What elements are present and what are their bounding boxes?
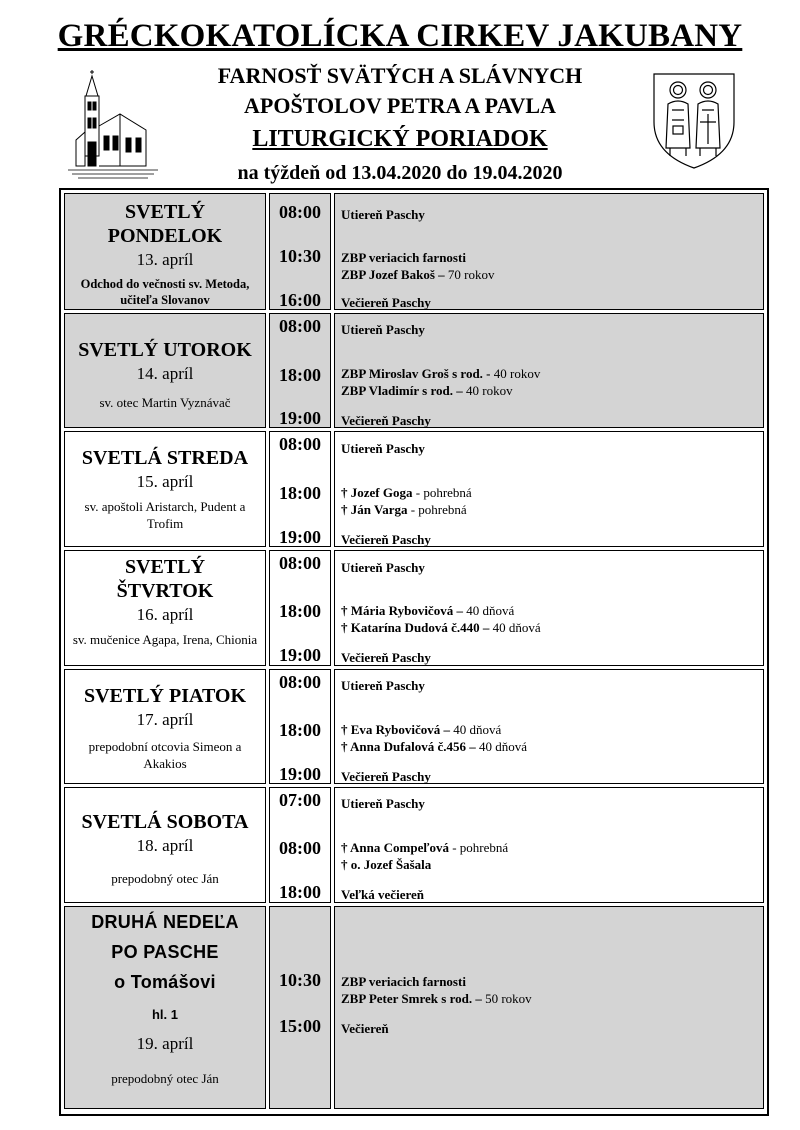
day-info	[64, 193, 266, 310]
service-item: Večiereň Paschy	[341, 413, 431, 428]
service-item: ZBP Miroslav Groš s rod. - 40 rokov	[341, 366, 541, 381]
day-row-wednesday	[64, 431, 764, 547]
day-name: SVETLÝ ŠTVRTOK	[116, 556, 214, 602]
service-item: Utiereň Paschy	[341, 678, 425, 693]
day-date: 17. apríl	[136, 710, 194, 729]
day-info	[64, 906, 266, 1109]
service-item: Večiereň Paschy	[341, 650, 431, 665]
day-feast: prepodobný otec Ján	[111, 871, 219, 886]
day-row-monday	[64, 193, 764, 310]
page-title: GRÉCKOKATOLÍCKA CIRKEV JAKUBANY	[57, 18, 743, 54]
service-item: † Mária Rybovičová – 40 dňová	[341, 603, 515, 618]
service-time: 19:00	[279, 764, 321, 784]
day-name-line: o Tomášovi	[114, 972, 216, 992]
service-item: ZBP Peter Smrek s rod. – 50 rokov	[341, 991, 532, 1006]
times-column	[269, 669, 331, 784]
service-item: Večiereň Paschy	[341, 295, 431, 310]
services-column	[334, 787, 764, 903]
service-time: 08:00	[279, 202, 321, 222]
service-time: 08:00	[279, 838, 321, 858]
day-row-sunday	[64, 906, 764, 1109]
day-feast: sv. otec Martin Vyznávač	[99, 395, 231, 410]
service-time: 07:00	[279, 790, 321, 810]
service-item: Večiereň Paschy	[341, 532, 431, 547]
day-row-thursday	[64, 550, 764, 666]
service-item: ZBP veriacich farnosti	[341, 974, 466, 989]
service-item: ZBP Jozef Bakoš – 70 rokov	[341, 267, 495, 282]
service-item: † Anna Dufalová č.456 – 40 dňová	[341, 739, 527, 754]
services-column	[334, 669, 764, 784]
day-name: SVETLÝ UTOROK	[78, 339, 252, 361]
times-column	[269, 193, 331, 310]
service-time: 19:00	[279, 645, 321, 665]
service-item: Večiereň	[341, 1021, 389, 1036]
service-time: 19:00	[279, 527, 321, 547]
service-time: 08:00	[279, 434, 321, 454]
service-item: Utiereň Paschy	[341, 796, 425, 811]
services-column	[334, 906, 764, 1109]
service-item: ZBP veriacich farnosti	[341, 250, 466, 265]
schedule-heading: LITURGICKÝ PORIADOK	[252, 126, 548, 152]
service-item: Utiereň Paschy	[341, 560, 425, 575]
service-time: 15:00	[279, 1016, 321, 1036]
service-time: 18:00	[279, 882, 321, 902]
day-name: SVETLÝ PIATOK	[83, 685, 247, 707]
service-time: 18:00	[279, 483, 321, 503]
day-date: 13. apríl	[136, 250, 194, 269]
tone: hl. 1	[151, 1007, 178, 1022]
times-column	[269, 431, 331, 547]
times-column	[269, 787, 331, 903]
service-time: 18:00	[279, 365, 321, 385]
day-feast: sv. mučenice Agapa, Irena, Chionia	[72, 632, 258, 647]
week-range: na týždeň od 13.04.2020 do 19.04.2020	[237, 162, 563, 184]
service-time: 18:00	[279, 601, 321, 621]
service-item: † Ján Varga - pohrebná	[341, 502, 467, 517]
times-column	[269, 550, 331, 666]
times-column	[269, 906, 331, 1109]
service-item: † Jozef Goga - pohrebná	[341, 485, 472, 500]
day-name: SVETLÁ STREDA	[81, 447, 249, 469]
day-row-friday	[64, 669, 764, 784]
service-time: 18:00	[279, 720, 321, 740]
services-column	[334, 193, 764, 310]
day-info	[64, 313, 266, 428]
service-item: † o. Jozef Šašala	[341, 857, 432, 872]
services-column	[334, 431, 764, 547]
day-info	[64, 431, 266, 547]
day-feast: prepodobní otcovia Simeon a Akakios	[88, 739, 242, 771]
service-item: ZBP Vladimír s rod. – 40 rokov	[341, 383, 513, 398]
service-item: Utiereň Paschy	[341, 441, 425, 456]
service-item: † Eva Rybovičová – 40 dňová	[341, 722, 502, 737]
service-item: Utiereň Paschy	[341, 207, 425, 222]
day-info	[64, 550, 266, 666]
service-item: Večiereň Paschy	[341, 769, 431, 784]
day-date: 14. apríl	[136, 364, 194, 383]
day-row-tuesday	[64, 313, 764, 428]
day-feast: prepodobný otec Ján	[111, 1071, 219, 1086]
day-row-saturday	[64, 787, 764, 903]
services-column	[334, 313, 764, 428]
service-time: 10:30	[279, 970, 321, 990]
service-time: 08:00	[279, 672, 321, 692]
day-name-line: PO PASCHE	[111, 942, 219, 962]
day-name: SVETLÝ PONDELOK	[107, 201, 223, 247]
day-name-line: DRUHÁ NEDEĽA	[91, 912, 239, 932]
parish-name-line-2: APOŠTOLOV PETRA A PAVLA	[244, 93, 556, 118]
service-item: † Anna Compeľová - pohrebná	[341, 840, 509, 855]
service-time: 08:00	[279, 316, 321, 336]
parish-coat-of-arms-icon	[650, 70, 738, 170]
day-date: 15. apríl	[136, 472, 194, 491]
parish-name-line-1: FARNOSŤ SVÄTÝCH A SLÁVNYCH	[217, 63, 583, 88]
liturgical-schedule-table	[59, 188, 769, 1116]
day-info	[64, 669, 266, 784]
day-date: 16. apríl	[136, 605, 194, 624]
service-item: † Katarína Dudová č.440 – 40 dňová	[341, 620, 541, 635]
day-feast: Odchod do večnosti sv. Metoda, učiteľa Slovanov	[80, 277, 250, 307]
church-icon	[68, 70, 158, 182]
times-column	[269, 313, 331, 428]
day-feast: sv. apoštoli Aristarch, Pudent a Trofim	[84, 499, 246, 531]
day-info	[64, 787, 266, 903]
service-item: Utiereň Paschy	[341, 322, 425, 337]
day-date: 19. apríl	[136, 1034, 194, 1053]
service-item: Veľká večiereň	[341, 887, 424, 902]
service-time: 19:00	[279, 408, 321, 428]
service-time: 16:00	[279, 290, 321, 310]
day-date: 18. apríl	[136, 836, 194, 855]
service-time: 10:30	[279, 246, 321, 266]
day-name: SVETLÁ SOBOTA	[81, 811, 249, 833]
services-column	[334, 550, 764, 666]
service-time: 08:00	[279, 553, 321, 573]
